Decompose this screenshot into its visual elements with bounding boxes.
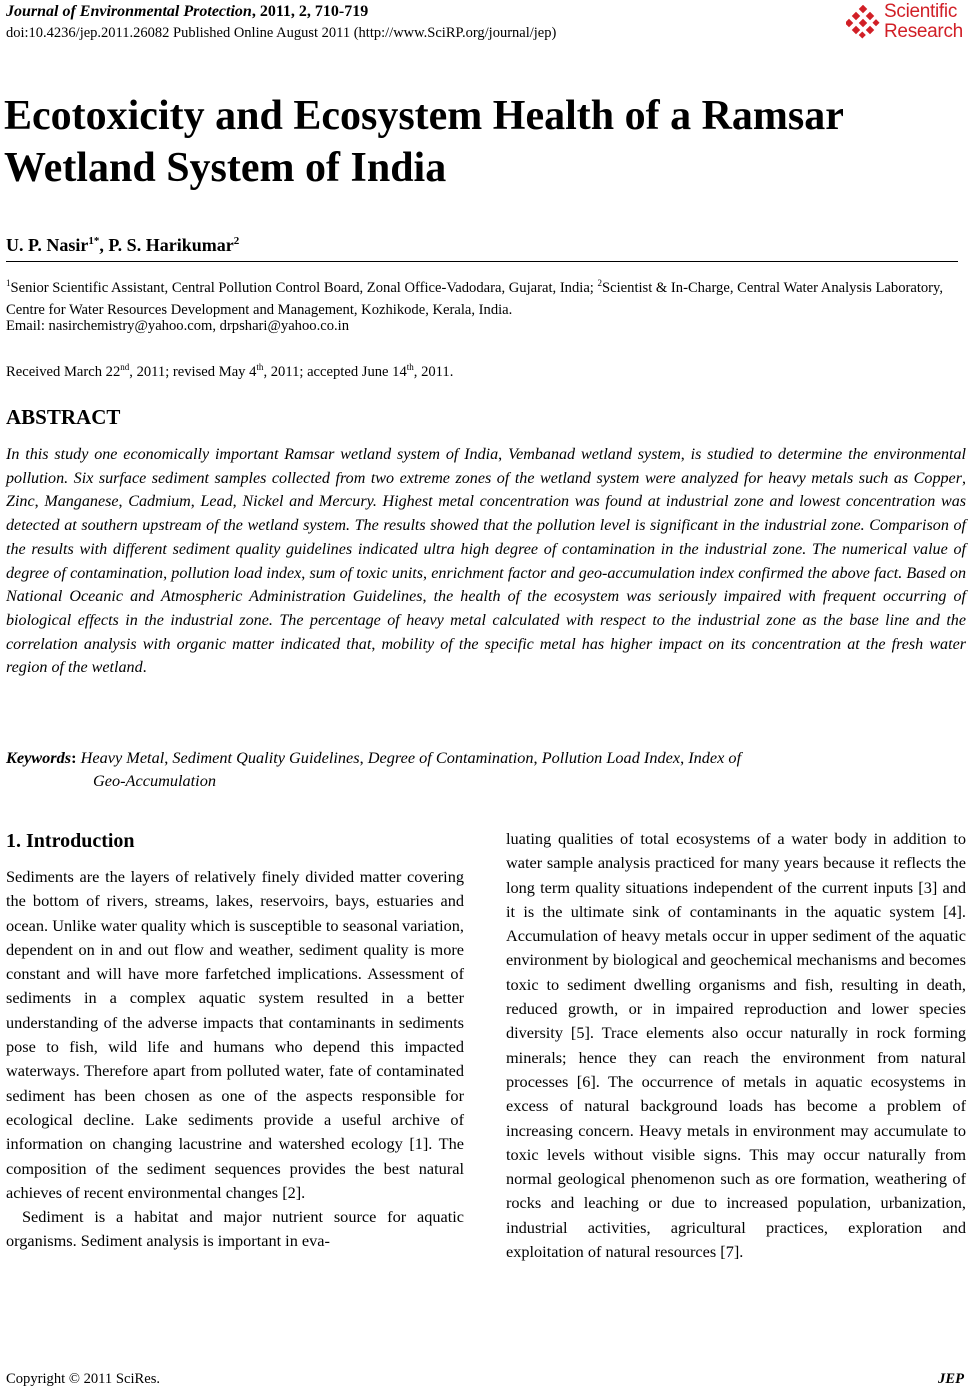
abstract-comma: ,: [34, 493, 45, 511]
received-text: Received March 22: [6, 363, 121, 380]
abstract-text: Manganese: [44, 493, 119, 511]
ordinal-suffix: th: [256, 362, 264, 372]
abstract-text: enrichment factor and geo-accumulation index confirmed the above fact. Based on National Oceanic and Atmospheric Administration Guidelines: [6, 564, 967, 606]
abstract-text: the health of the ecosystem was seriously impaired with frequent occurring of biological effects in the industrial zone. The percentage of heavy metal calculated with respect to the industrial zone as the base line and the correlation analysis with organic matter indicated that: [6, 588, 967, 653]
abstract-heading: ABSTRACT: [6, 405, 121, 429]
abstract-comma: ,: [961, 469, 966, 487]
right-column: [506, 827, 966, 1264]
abstract-comma: ,: [680, 446, 691, 463]
section-heading: 1. Introduction: [6, 830, 135, 852]
abstract-text: Lead: [200, 493, 233, 511]
abstract-comma: ,: [422, 588, 434, 606]
publisher-logo-icon: [846, 5, 880, 39]
ordinal-suffix: th: [406, 362, 414, 372]
keywords-colon: :: [71, 748, 81, 767]
ordinal-suffix: nd: [120, 362, 130, 372]
abstract-comma: ,: [190, 493, 201, 511]
author-affiliation-mark: 2: [233, 235, 240, 247]
abstract-text: mobility of the specific metal has higher impact on its concentration at the fresh water region of the wetland: [6, 635, 966, 677]
abstract-comma: ,: [232, 493, 243, 511]
paragraph: Sediment is a habitat and major nutrient source for aquatic organisms. Sediment analysis is important in eva-: [6, 1207, 464, 1251]
scientific-research-logo: [846, 2, 966, 44]
journal-name: Journal of Environmental Protection: [6, 3, 252, 20]
keyword-separator: ,: [533, 748, 542, 767]
abstract-comma: ,: [423, 564, 432, 582]
copyright-footer: Copyright © 2011 SciRes.: [6, 1371, 161, 1387]
author-name: U. P. Nasir: [6, 235, 89, 255]
affiliation-text: Scientist & In-Charge, Central Water Analysis Laboratory, Centre for Water Resources Development and Management, Kozhikode, Kerala, India.: [6, 279, 944, 318]
keyword: Pollution Load Index: [541, 748, 681, 767]
keyword-separator: ,: [680, 748, 689, 767]
keyword: Sediment Quality Guidelines: [172, 748, 360, 767]
received-dates: [6, 357, 453, 382]
revised-text: , 2011; revised May 4: [129, 363, 257, 380]
keyword: Geo-Accumulation: [93, 771, 216, 790]
keywords: [6, 746, 966, 792]
abstract-comma: ,: [371, 635, 382, 653]
accepted-text: , 2011; accepted June 14: [263, 363, 407, 380]
left-column: [6, 828, 464, 1254]
keyword: Degree of Contamination: [367, 748, 534, 767]
abstract-text: sum of toxic units: [309, 564, 424, 582]
journal-abbreviation: JEP: [938, 1371, 964, 1387]
affiliation-text: Senior Scientific Assistant, Central Pollution Control Board, Zonal Office-Vadodara, Gujarat, India;: [10, 279, 598, 296]
paragraph: luating qualities of total ecosystems of a water body in addition to water sample analysis practiced for many years because it reflects the long term quality situations independent of the current inputs [3] and it is the ultimate sink of contaminants in the aquatic system [4]. Accumulation of heavy metals occur in upper sediment of the aquatic environment by biological and geochemical mechanisms and becomes toxic to sediment dwelling organisms and fish, resulting in death, reduced growth, or in impaired reproduction and lower species diversity [5]. Trace elements also occur naturally in rock forming minerals; hence they can reach the environment from natural processes [6]. The occurrence of metals in aquatic ecosystems in excess of natural background loads has become a problem of increasing concern. Heavy metals in environment may accumulate to toxic levels without visible signs. This may occur naturally from normal geological phenomenon such as ore formation, weathering of rocks and leaching or due to increased population, urbanization, industrial activities, agricultural practices, exploration and exploitation of natural resources [7].: [506, 829, 966, 1262]
journal-citation: [6, 2, 368, 22]
keyword: Heavy Metal: [80, 748, 165, 767]
author-list: [6, 230, 239, 256]
abstract-text: Vembanad wetland system: [508, 446, 681, 463]
author-name: P. S. Harikumar: [108, 235, 234, 255]
abstract-comma: ,: [118, 493, 129, 511]
paragraph: Sediments are the layers of relatively finely divided matter covering the bottom of rivers, streams, lakes, reservoirs, bays, estuaries and ocean. Unlike water quality which is susceptible to seasonal variation, dependent on in and out flow and weather, sediment quality is more constant and will have more farfetched implications. Assessment of sediments in a complex aquatic system resulted in a better understanding of the adverse impacts that contaminants in sediments pose to fish, wild life and humans who depend this impacted waterways. Therefore apart from polluted water, fate of contaminated sediment has been chosen as one of the aspects responsible for ecological decline. Lake sediments provide a useful archive of information on changing lacustrine and watershed ecology [1]. The composition of the sediment sequences provides the best natural achieves of recent environmental changes [2].: [6, 867, 464, 1202]
abstract-text: pollution load index: [171, 564, 302, 582]
logo-text-research: Research: [884, 21, 963, 42]
abstract-comma: ,: [163, 564, 172, 582]
abstract-text: Nickel and Mercury. Highest metal concentration was found at industrial zone and lowest concentration was detected at southern upstream of the wetland system. The results showed that the pollution level is significant in the industrial zone. Comparison of the results with different sediment quality guidelines indicated ultra high degree of contamination in the industrial zone. The numerical value of degree of contamination: [6, 493, 967, 582]
header-rule: [6, 261, 958, 262]
abstract-text: In this study one economically important Ramsar wetland system of India: [6, 446, 499, 463]
keyword-separator: ,: [359, 748, 368, 767]
abstract-period: .: [142, 659, 147, 677]
keywords-label: Keywords: [6, 748, 72, 767]
affiliation-mark: 2: [597, 278, 603, 288]
date-tail: , 2011.: [413, 363, 454, 380]
keyword: Index of: [688, 748, 742, 767]
abstract-comma: ,: [301, 564, 310, 582]
affiliation-mark: 1: [6, 278, 11, 288]
author-separator: ,: [99, 235, 109, 255]
abstract-text: Zinc: [6, 493, 35, 511]
paper-title: Ecotoxicity and Ecosystem Health of a Ramsar Wetland System of India: [4, 93, 844, 191]
abstract-text: is studied to determine the environmental pollution. Six surface sediment samples collected from two extreme zones of the wetland system were analyzed for heavy metals such as Copper: [6, 446, 967, 487]
keyword-separator: ,: [164, 748, 173, 767]
doi-line: doi:10.4236/jep.2011.26082 Published Online August 2011 (http://www.SciRP.org/journal/jep): [6, 25, 557, 41]
abstract-comma: ,: [498, 446, 509, 463]
author-email: Email: nasirchemistry@yahoo.com, drpshari@yahoo.co.in: [6, 318, 349, 334]
author-affiliation-mark: 1*: [88, 235, 100, 247]
abstract-body: [6, 443, 966, 680]
abstract-text: Cadmium: [128, 493, 191, 511]
journal-volume: , 2011, 2, 710-719: [251, 3, 369, 20]
logo-text-scientific: Scientific: [884, 1, 958, 22]
affiliations: [6, 272, 966, 321]
